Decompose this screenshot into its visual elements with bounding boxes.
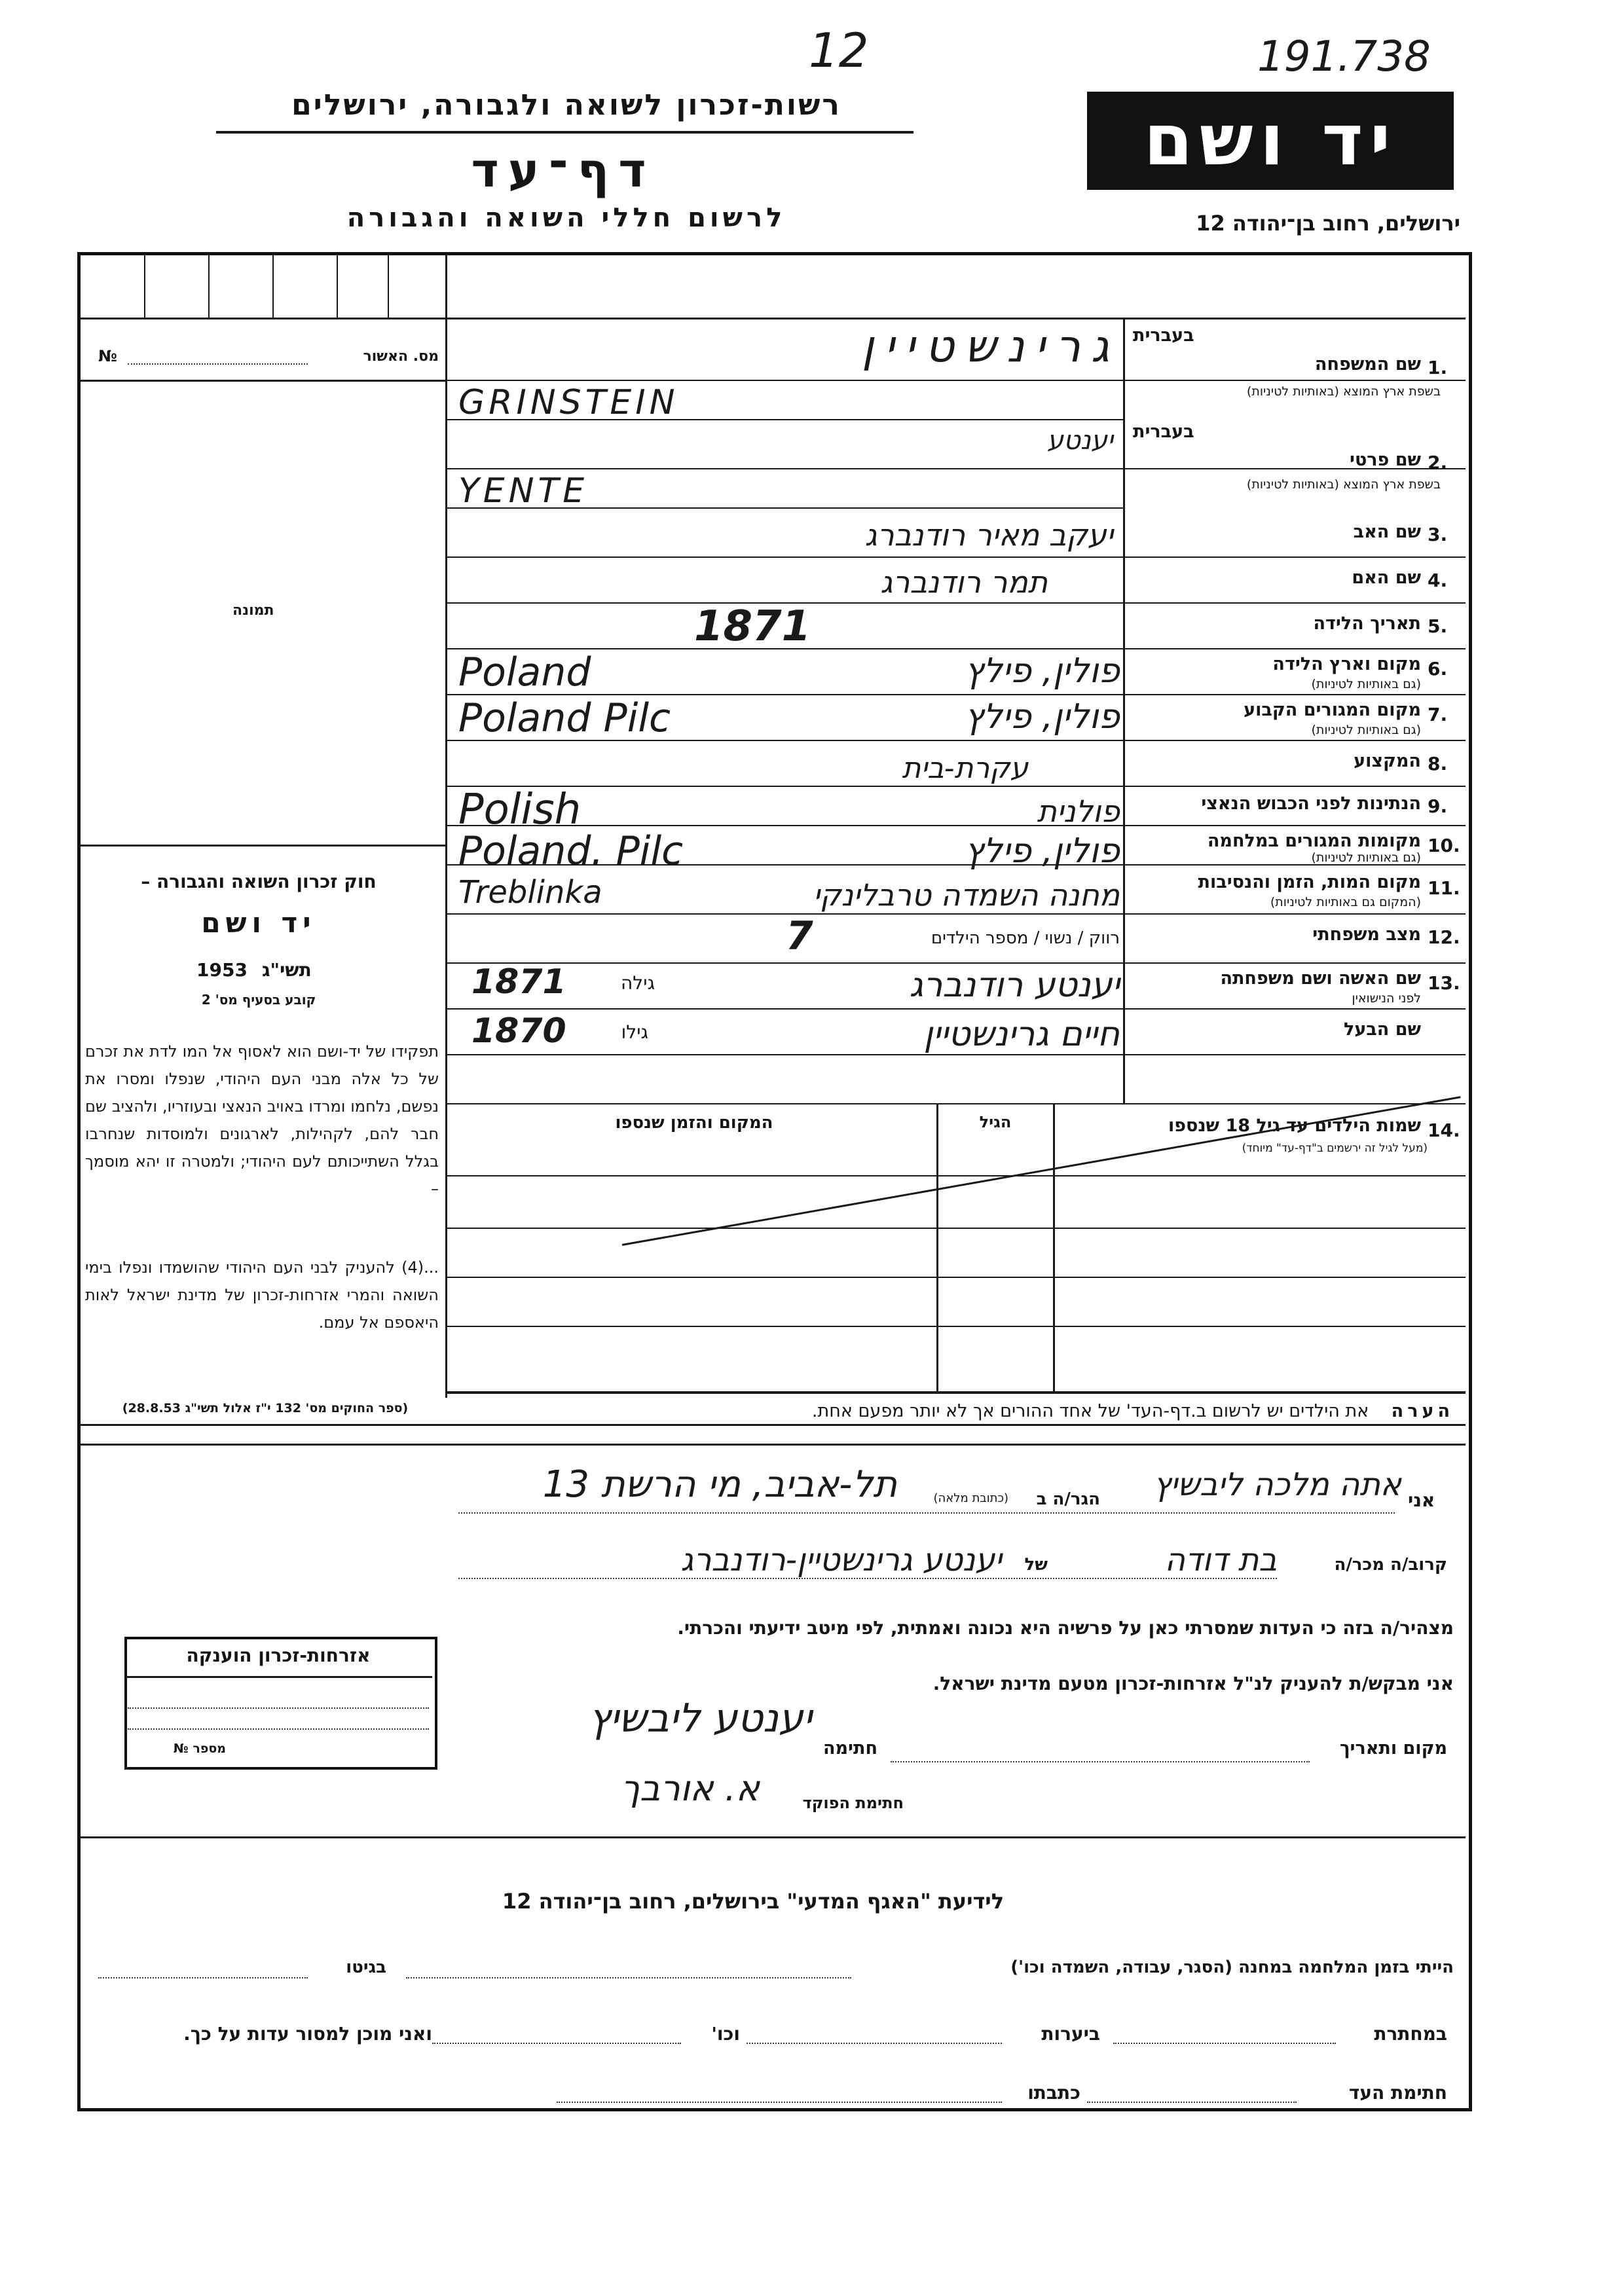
field-number-1: 1.	[1428, 357, 1448, 378]
field-number-11: 11.	[1428, 877, 1460, 899]
place-time-column-header: המקום והזמן שנספו	[615, 1113, 773, 1133]
ghetto-label: בגיטו	[346, 1958, 386, 1977]
hebrew-label-2: בעברית	[1133, 422, 1194, 442]
label-birthplace-sub: (גם באותיות לטיניות)	[1311, 677, 1421, 691]
field-number-6: 6.	[1428, 658, 1448, 680]
wife-age-label: גילה	[620, 972, 655, 994]
willing-testify-text: ואני מוכן למסור עדות על כך.	[183, 2023, 432, 2045]
label-war-residence-sub: (גם באותיות לטיניות)	[1311, 850, 1421, 865]
field-number-5: 5.	[1428, 615, 1448, 637]
approval-label: מס. האשור	[363, 348, 439, 365]
husband-age-label: גילו	[621, 1021, 648, 1043]
field-number-7: 7.	[1428, 704, 1448, 725]
label-father: שם האב	[1353, 522, 1421, 542]
law-title: חוק זכרון השואה והגבורה –	[141, 871, 377, 892]
label-profession: המקצוע	[1354, 751, 1421, 771]
label-death: מקום המות, הזמן והנסיבות	[1198, 872, 1421, 892]
declaration-text: מצהיר/ה בזה כי העדות שמסרתי כאן על פרשיה היא נכונה ואמתית, לפי מיטב ידיעתי והכרתי.	[677, 1617, 1454, 1639]
place-date-label: מקום ותאריך	[1339, 1738, 1447, 1758]
nationality-latin: Polish	[458, 786, 581, 834]
field-number-2: 2.	[1428, 452, 1448, 473]
citizenship-title: אזרחות-זכרון הוענקה	[186, 1645, 371, 1666]
field-number-14: 14.	[1428, 1120, 1460, 1141]
note-label: הערה	[1391, 1401, 1454, 1421]
decl-residing-label: הגר/ה ב	[1036, 1489, 1100, 1509]
death-place-latin: Treblinka	[458, 874, 602, 911]
field-number-12: 12.	[1428, 926, 1460, 948]
law-year: 1953	[196, 959, 248, 981]
decl-i-label: אני	[1408, 1489, 1435, 1511]
label-birthplace: מקום וארץ הלידה	[1272, 654, 1421, 674]
surname-hebrew: גרינשטיין	[861, 321, 1120, 373]
witness-signature-label: חתימת העד	[1348, 2082, 1447, 2104]
law-name: יד ושם	[201, 907, 316, 939]
nationality-hebrew: פולנית	[1037, 793, 1120, 829]
birth-date: 1871	[694, 602, 811, 651]
etc-label: וכו'	[711, 2023, 740, 2045]
officer-signature-label: חתימת הפוקד	[802, 1794, 904, 1812]
hebrew-label-1: בעברית	[1133, 325, 1194, 346]
header-address: ירושלים, רחוב בן־יהודה 12	[1196, 211, 1460, 236]
label-surname: שם המשפחה	[1314, 354, 1421, 374]
label-marital: מצב משפחתי	[1312, 924, 1421, 945]
field-number-3: 3.	[1428, 524, 1448, 545]
birthplace-hebrew: פולין, פילץ	[965, 651, 1120, 691]
relation-of-name: יענטע גרינשטיין-רודנברג	[680, 1542, 1002, 1578]
residence-latin: Poland Pilc	[458, 695, 671, 741]
page-number-handwritten: 12	[809, 23, 869, 78]
husband-name: חיים גרינשטיין	[923, 1015, 1120, 1054]
label-husband: שם הבעל	[1343, 1019, 1421, 1040]
law-reference: (ספר החוקים מס' 132 י"ז אלול תשי"ג 28.8.53)	[122, 1401, 409, 1415]
first-name-latin: YENTE	[458, 471, 589, 511]
label-wife: שם האשה ושם משפחתה	[1220, 968, 1421, 989]
form-subtitle: לרשום חללי השואה והגבורה	[346, 203, 786, 233]
yad-vashem-logo: יד ושם	[1087, 92, 1454, 190]
label-birth-date: תאריך הלידה	[1313, 613, 1421, 634]
form-title: דף־עד	[471, 143, 655, 198]
field-number-8: 8.	[1428, 753, 1448, 774]
label-war-residence: מקומות המגורים במלחמה	[1207, 831, 1421, 851]
mother-name: תמר רודנברג	[880, 564, 1048, 600]
label-surname-sub: בשפת ארץ המוצא (באותיות לטיניות)	[1246, 384, 1441, 399]
officer-signature: א. אורבך	[621, 1768, 760, 1809]
signature-label: חתימה	[822, 1738, 877, 1758]
law-text-1: תפקידו של יד-ושם הוא לאסוף אל המו לדת את זכרם של כל אלה מבני העם היהודי, שנפלו ומסרו את נפשם, נלחמו ומרדו באויב הנאצי ובעוזריו, ולהציב שם חבר להם, לקהילות, לארגונים ולמוסדות שנחרבו בגלל השתייכותם לעם היהודי; ולמטרה זו יהא מוסמך –	[85, 1042, 439, 1198]
age-column-header: הגיל	[979, 1113, 1012, 1131]
relation-value: בת דודה	[1164, 1542, 1277, 1578]
request-text: אני מבקש/ת להעניק לנ"ל אזרחות-זכרון מטעם מדינת ישראל.	[932, 1673, 1454, 1694]
field-number-13: 13.	[1428, 972, 1460, 994]
law-text-2: ...(4) להעניק לבני העם היהודי שהושמדו ונפלו בימי השואה והמרי אזרחות-זכרון של מדינת ישראל לאות היאספם אל עמם.	[85, 1258, 439, 1332]
father-name: יעקב מאיר רודנברג	[864, 517, 1113, 553]
of-label: של	[1024, 1555, 1048, 1575]
marital-options: רווק / נשוי / מספר הילדים	[931, 928, 1120, 948]
label-residence: מקום המגורים הקבוע	[1244, 700, 1421, 720]
war-residence-latin: Poland. Pilc	[458, 828, 684, 874]
children-count: 7	[786, 913, 813, 959]
label-children-sub: (מעל לגיל זה ירשמים ב"דף-עד" מיוחד)	[1242, 1142, 1428, 1155]
approval-number-label: №	[98, 347, 117, 365]
war-residence-hebrew: פולין, פילץ	[965, 831, 1120, 871]
citizenship-number-label: מספר №	[173, 1741, 226, 1756]
address-label: כתבתו	[1027, 2082, 1080, 2104]
witness-name: אתה מלכה ליבשיץ	[1153, 1467, 1401, 1503]
profession-value: עקרת-בית	[902, 752, 1028, 785]
label-first-name-sub: בשפת ארץ המוצא (באותיות לטיניות)	[1246, 477, 1441, 492]
residence-hebrew: פולין, פילץ	[965, 697, 1120, 737]
field-number-9: 9.	[1428, 795, 1448, 817]
authority-title: רשות-זכרון לשואה ולגבורה, ירושלים	[291, 88, 841, 122]
label-first-name: שם פרטי	[1350, 450, 1421, 470]
wife-age: 1871	[471, 962, 566, 1002]
label-mother: שם האם	[1352, 568, 1421, 588]
note-text: את הילדים יש לרשום ב.דף-העד' של אחד ההורים אך לא יותר מפעם אחת.	[811, 1401, 1369, 1421]
label-wife-sub: לפני הנישואין	[1352, 991, 1421, 1006]
birthplace-latin: Poland	[458, 649, 591, 695]
relation-label: קרוב/ה מכר/ה	[1334, 1555, 1447, 1575]
witness-signature: יענטע ליבשיץ	[588, 1696, 812, 1741]
law-clause: קובע בסעיף מס' 2	[201, 992, 316, 1008]
underground-label: במחתרת	[1374, 2023, 1447, 2045]
law-year-hebrew: תשי"ג	[262, 959, 312, 981]
field-number-4: 4.	[1428, 570, 1448, 591]
bottom-title: לידיעת "האגף המדעי" בירושלים, רחוב בן־יהודה 12	[502, 1889, 1005, 1914]
husband-age: 1870	[471, 1011, 566, 1051]
decl-address-hint: (כתובת מלאה)	[933, 1491, 1008, 1505]
forests-label: ביערות	[1041, 2023, 1100, 2045]
first-name-hebrew: יענטע	[1047, 426, 1113, 456]
label-death-sub: (המקום גם באותיות לטיניות)	[1270, 895, 1421, 909]
field-number-10: 10.	[1428, 835, 1460, 856]
photo-label: תמונה	[232, 602, 274, 619]
surname-latin: GRINSTEIN	[458, 383, 679, 422]
note-row	[458, 1401, 1454, 1421]
bottom-line-1: הייתי בזמן המלחמה במחנה (הסגר, עבודה, השמדה וכו')	[1010, 1958, 1454, 1977]
label-residence-sub: (גם באותיות לטיניות)	[1311, 723, 1421, 737]
death-place-hebrew: מחנה השמדה טרבלינקי	[813, 877, 1120, 913]
label-nationality: הנתינות לפני הכבוש הנאצי	[1201, 793, 1421, 814]
reference-number-handwritten: 191.738	[1257, 33, 1431, 81]
label-children: שמות הילדים עד גיל 18 שנספו	[1168, 1116, 1421, 1136]
witness-address: תל-אביב, מי הרשת 13	[542, 1463, 897, 1506]
wife-name: יענטע רודנברג	[909, 966, 1120, 1005]
